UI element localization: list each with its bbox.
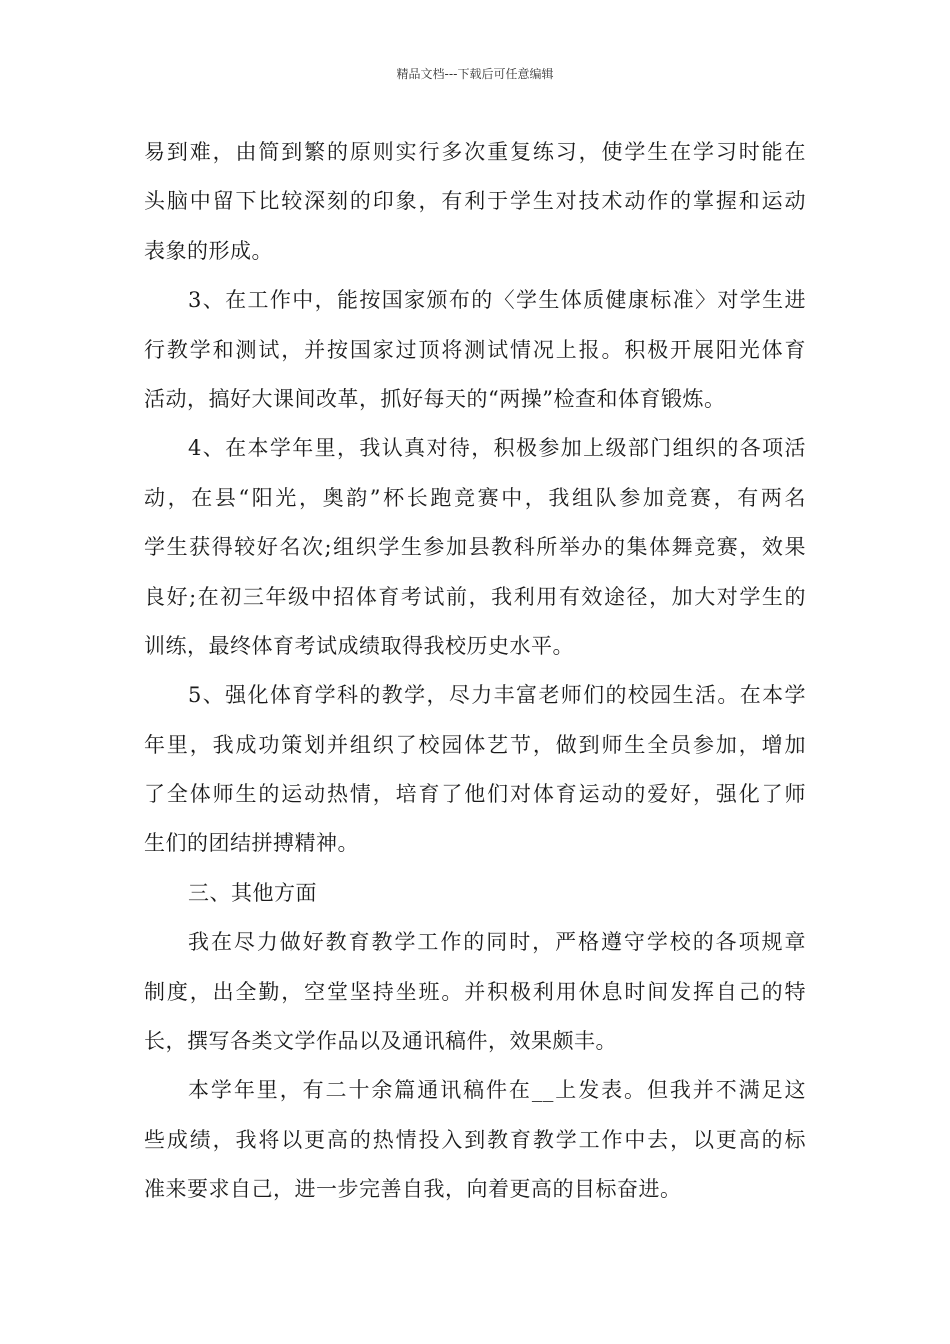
text-line: 生们的团结拼搏精神。 [144,831,359,856]
text-line: 活动，搞好大课间改革，抓好每天的“两操”检查和体育锻炼。 [144,386,726,411]
text-line: 良好;在初三年级中招体育考试前，我利用有效途径，加大对学生的 [144,584,806,609]
text-line: 动，在县“阳光，奥韵”杯长跑竞赛中，我组队参加竞赛，有两名 [144,485,806,510]
text-line: 年里，我成功策划并组织了校园体艺节，做到师生全员参加，增加 [144,732,806,757]
text-line: 学生获得较好名次;组织学生参加县教科所举办的集体舞竞赛，效果 [144,535,806,560]
text-line: 行教学和测试，并按国家过顶将测试情况上报。积极开展阳光体育 [144,337,806,362]
text-line: 些成绩，我将以更高的热情投入到教育教学工作中去，以更高的标 [144,1127,806,1152]
text-line: 4、在本学年里，我认真对待，积极参加上级部门组织的各项活 [188,436,806,461]
text-line: 制度，出全勤，空堂坚持坐班。并积极利用休息时间发挥自己的特 [144,979,806,1004]
text-line: 本学年里，有二十余篇通讯稿件在__上发表。但我并不满足这 [188,1078,806,1103]
text-line: 易到难，由简到繁的原则实行多次重复练习，使学生在学习时能在 [144,140,806,164]
text-line: 5、强化体育学科的教学，尽力丰富老师们的校园生活。在本学 [188,683,806,708]
text-line: 长，撰写各类文学作品以及通讯稿件，效果颇丰。 [144,1029,617,1054]
text-line: 头脑中留下比较深刻的印象，有利于学生对技术动作的掌握和运动 [144,189,806,214]
text-line: 训练，最终体育考试成绩取得我校历史水平。 [144,633,574,658]
text-line: 我在尽力做好教育教学工作的同时，严格遵守学校的各项规章 [188,930,806,955]
text-line: 准来要求自己，进一步完善自我，向着更高的目标奋进。 [144,1177,682,1202]
page-header: 精品文档---下载后可任意编辑 [396,67,554,81]
section-heading: 三、其他方面 [188,880,317,905]
text-line: 了全体师生的运动热情，培育了他们对体育运动的爱好，强化了师 [144,782,806,807]
text-line: 3、在工作中，能按国家颁布的〈学生体质健康标准〉对学生进 [188,288,806,313]
text-line: 表象的形成。 [144,238,273,263]
document-body [144,131,806,1218]
